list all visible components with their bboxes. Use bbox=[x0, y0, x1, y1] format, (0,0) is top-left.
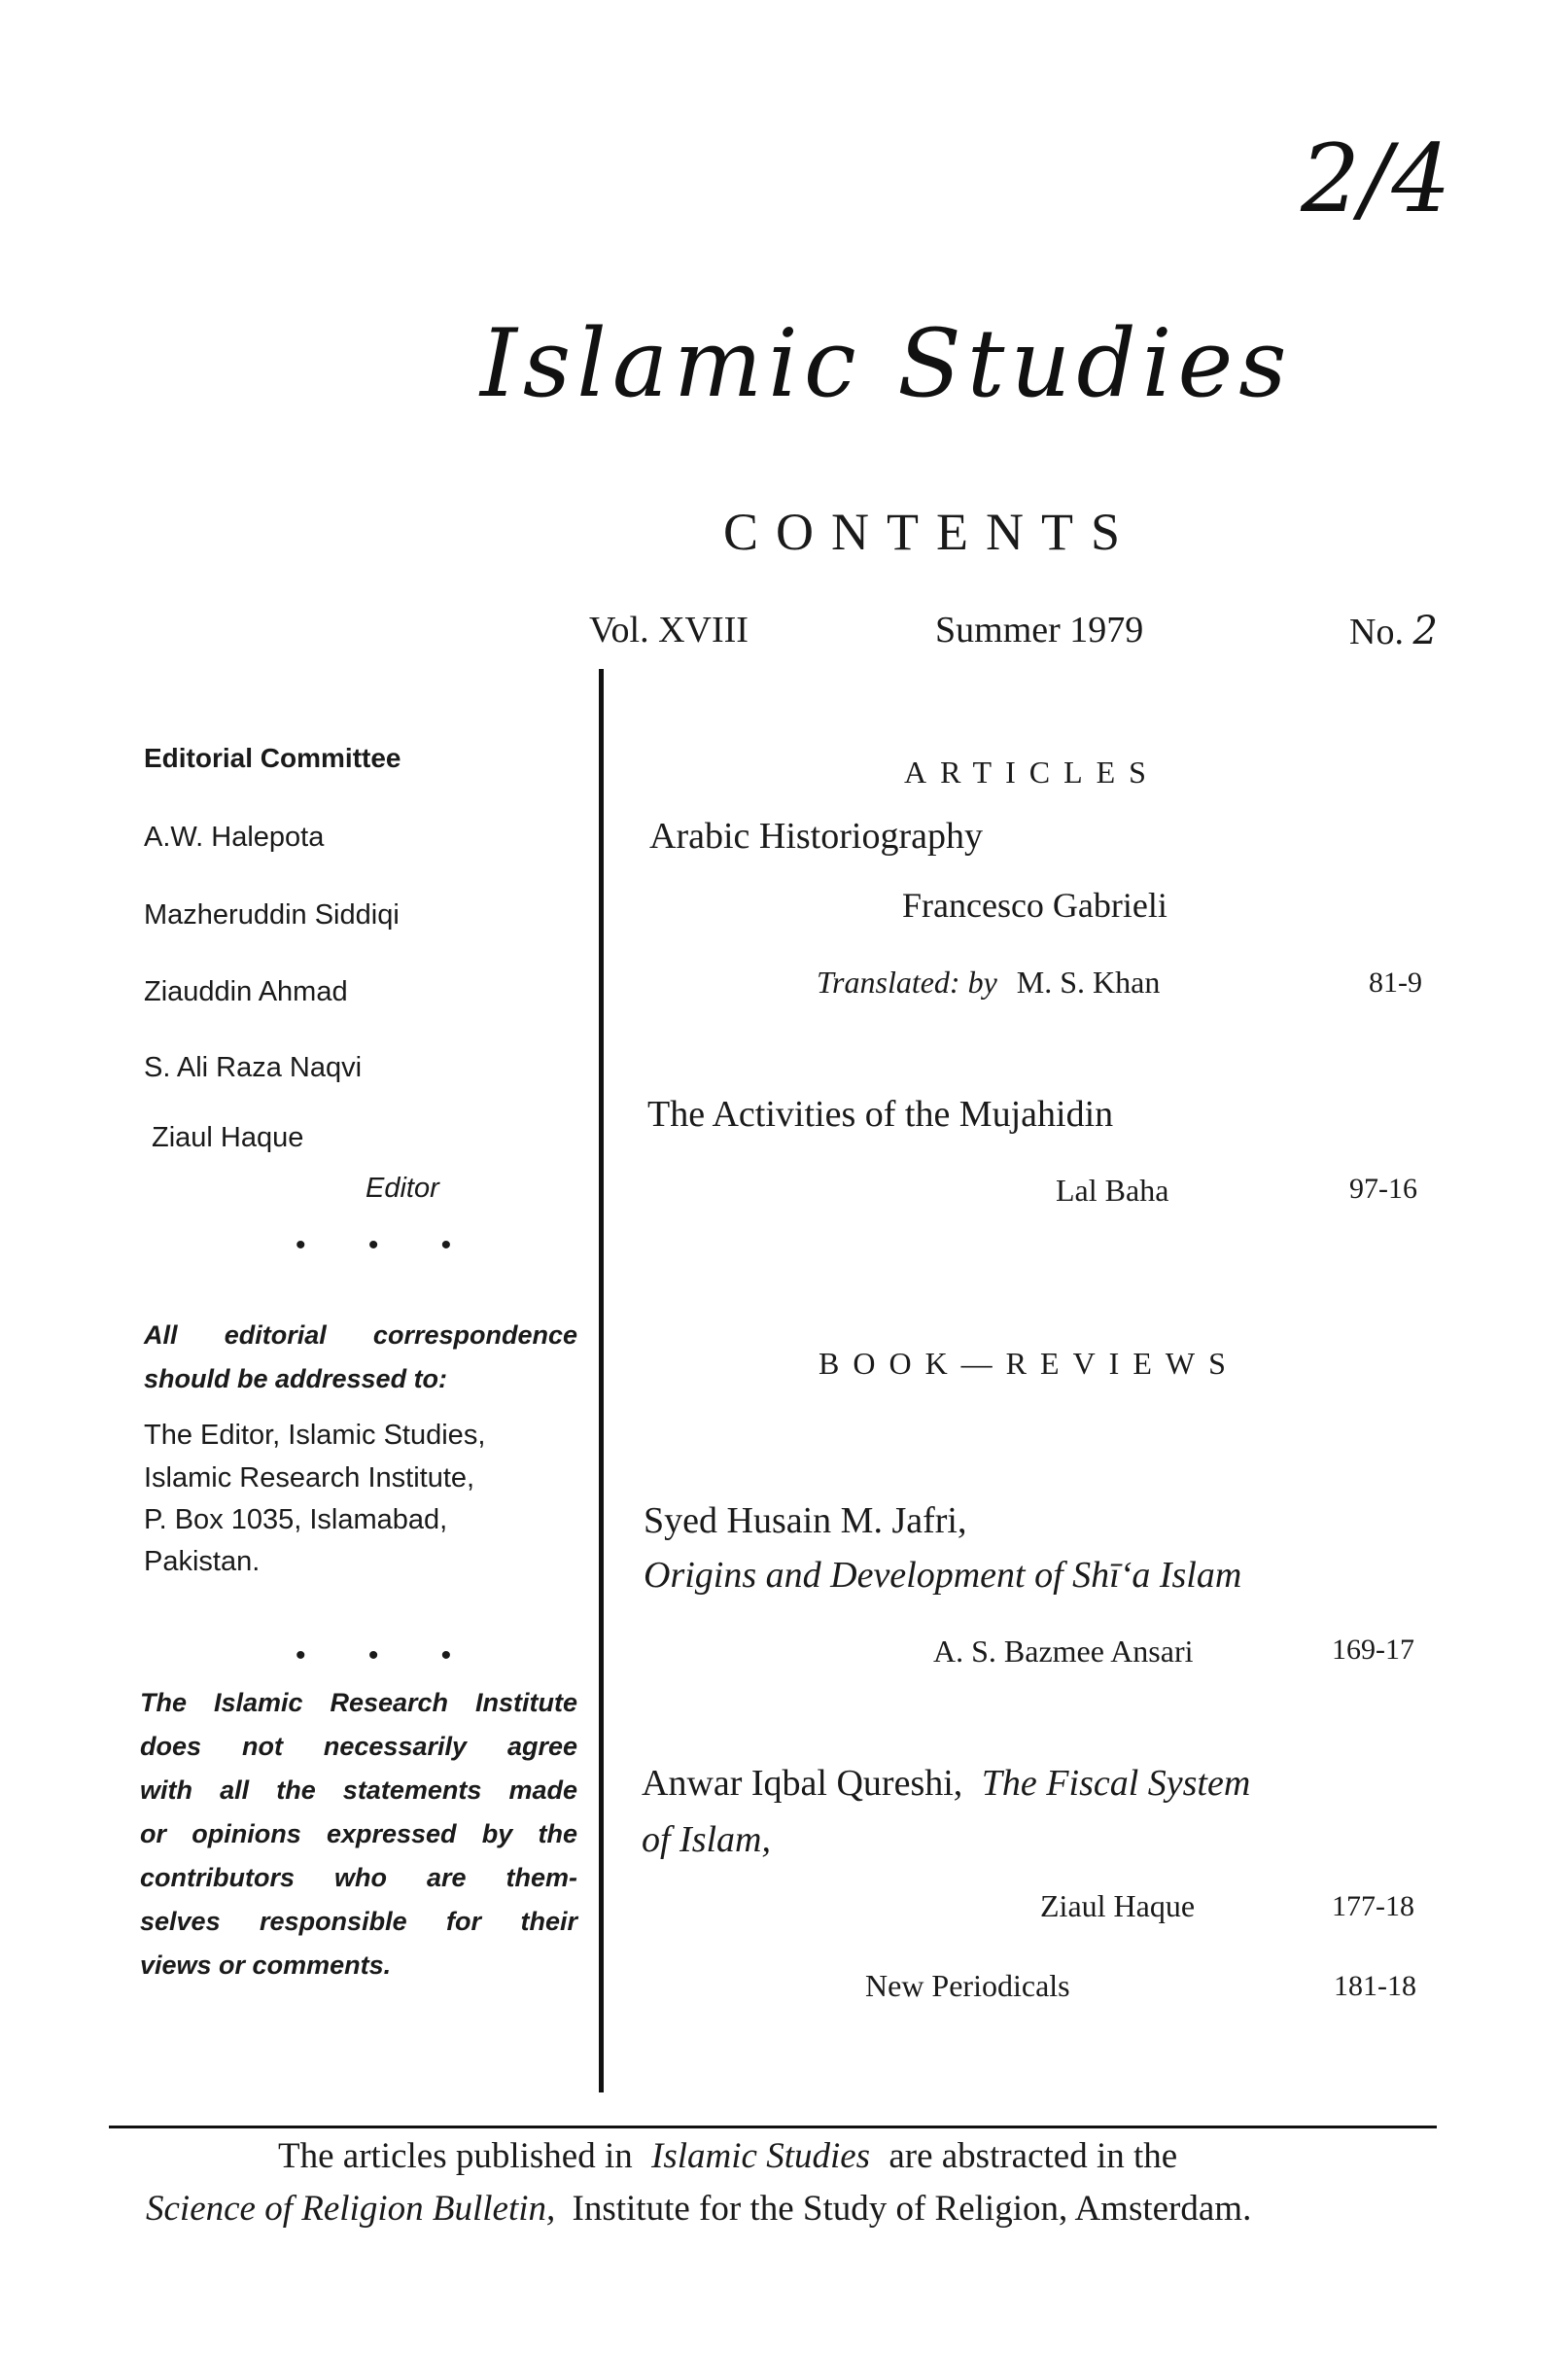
review-book-author-line bbox=[642, 1762, 1250, 1805]
review-book-title: Origins and Development of Shīʻa Islam bbox=[644, 1555, 1242, 1596]
footer-line-2 bbox=[146, 2188, 1251, 2230]
translator-line bbox=[817, 965, 1160, 1001]
article-pages: 81-9 bbox=[1369, 967, 1422, 999]
issue-number bbox=[1349, 609, 1438, 653]
review-book-author: Anwar Iqbal Qureshi, bbox=[642, 1763, 963, 1804]
address-line: The Editor, Islamic Studies, bbox=[144, 1420, 486, 1451]
book-reviews-heading: BOOK—REVIEWS bbox=[819, 1346, 1239, 1381]
footer-line-1 bbox=[278, 2135, 1177, 2177]
footer-bulletin-name: Science of Religion Bulletin, bbox=[146, 2189, 556, 2229]
reviewer-name: Ziaul Haque bbox=[1040, 1888, 1196, 1923]
committee-member: A.W. Halepota bbox=[144, 822, 325, 853]
translator-label: Translated: by bbox=[817, 965, 997, 1000]
committee-member-editor: Ziaul Haque bbox=[152, 1122, 304, 1153]
separator-dots: • • • bbox=[296, 1639, 479, 1671]
committee-member: S. Ali Raza Naqvi bbox=[144, 1052, 363, 1083]
review-book-title: The Fiscal System bbox=[981, 1763, 1251, 1804]
disclaimer-line: contributors who are them- bbox=[140, 1863, 577, 1892]
editor-label: Editor bbox=[366, 1173, 439, 1204]
contents-heading: CONTENTS bbox=[723, 503, 1137, 561]
footer-prefix: The articles published in bbox=[278, 2136, 633, 2176]
column-divider bbox=[599, 669, 604, 2092]
review-book-author: Syed Husain M. Jafri, bbox=[644, 1500, 967, 1541]
footer-divider bbox=[109, 2126, 1437, 2128]
reviewer-name: A. S. Bazmee Ansari bbox=[933, 1634, 1194, 1669]
correspondence-note-line: All editorial correspondence bbox=[144, 1320, 577, 1350]
volume-label: Vol. XVIII bbox=[589, 610, 749, 650]
disclaimer-line: or opinions expressed by the bbox=[140, 1819, 577, 1848]
committee-heading: Editorial Committee bbox=[144, 743, 401, 773]
translator-name: M. S. Khan bbox=[1016, 965, 1161, 1000]
footer-institute: Institute for the Study of Religion, Amsterdam. bbox=[572, 2189, 1252, 2229]
committee-member: Ziauddin Ahmad bbox=[144, 976, 348, 1007]
handwritten-issue-note: 2/4 bbox=[1301, 124, 1451, 233]
address-line: P. Box 1035, Islamabad, bbox=[144, 1504, 448, 1535]
disclaimer-line: does not necessarily agree bbox=[140, 1732, 577, 1761]
review-pages: 177-18 bbox=[1332, 1890, 1414, 1922]
disclaimer-line: with all the statements made bbox=[140, 1775, 577, 1805]
disclaimer-line: The Islamic Research Institute bbox=[140, 1688, 577, 1717]
address-line: Pakistan. bbox=[144, 1546, 261, 1577]
article-title: Arabic Historiography bbox=[649, 816, 983, 857]
review-book-title-cont: of Islam, bbox=[642, 1819, 771, 1860]
article-author: Lal Baha bbox=[1056, 1173, 1169, 1208]
footer-journal-name: Islamic Studies bbox=[651, 2136, 871, 2176]
new-periodicals-label: New Periodicals bbox=[865, 1968, 1070, 2003]
articles-heading: ARTICLES bbox=[904, 755, 1160, 790]
article-author: Francesco Gabrieli bbox=[902, 886, 1167, 925]
separator-dots: • • • bbox=[296, 1229, 479, 1261]
issue-number-label: No. bbox=[1349, 612, 1404, 652]
committee-member: Mazheruddin Siddiqi bbox=[144, 899, 400, 931]
article-pages: 97-16 bbox=[1349, 1173, 1417, 1205]
journal-masthead: Islamic Studies bbox=[480, 309, 1293, 418]
address-line: Islamic Research Institute, bbox=[144, 1462, 475, 1494]
disclaimer-line: selves responsible for their bbox=[140, 1907, 577, 1936]
article-title: The Activities of the Mujahidin bbox=[647, 1094, 1114, 1135]
season-label: Summer 1979 bbox=[935, 610, 1144, 650]
new-periodicals-pages: 181-18 bbox=[1334, 1970, 1416, 2002]
footer-suffix: are abstracted in the bbox=[889, 2136, 1178, 2176]
issue-number-handwritten: 2 bbox=[1412, 609, 1438, 653]
correspondence-note-line: should be addressed to: bbox=[144, 1364, 448, 1393]
review-pages: 169-17 bbox=[1332, 1634, 1414, 1666]
disclaimer-line: views or comments. bbox=[140, 1951, 392, 1980]
